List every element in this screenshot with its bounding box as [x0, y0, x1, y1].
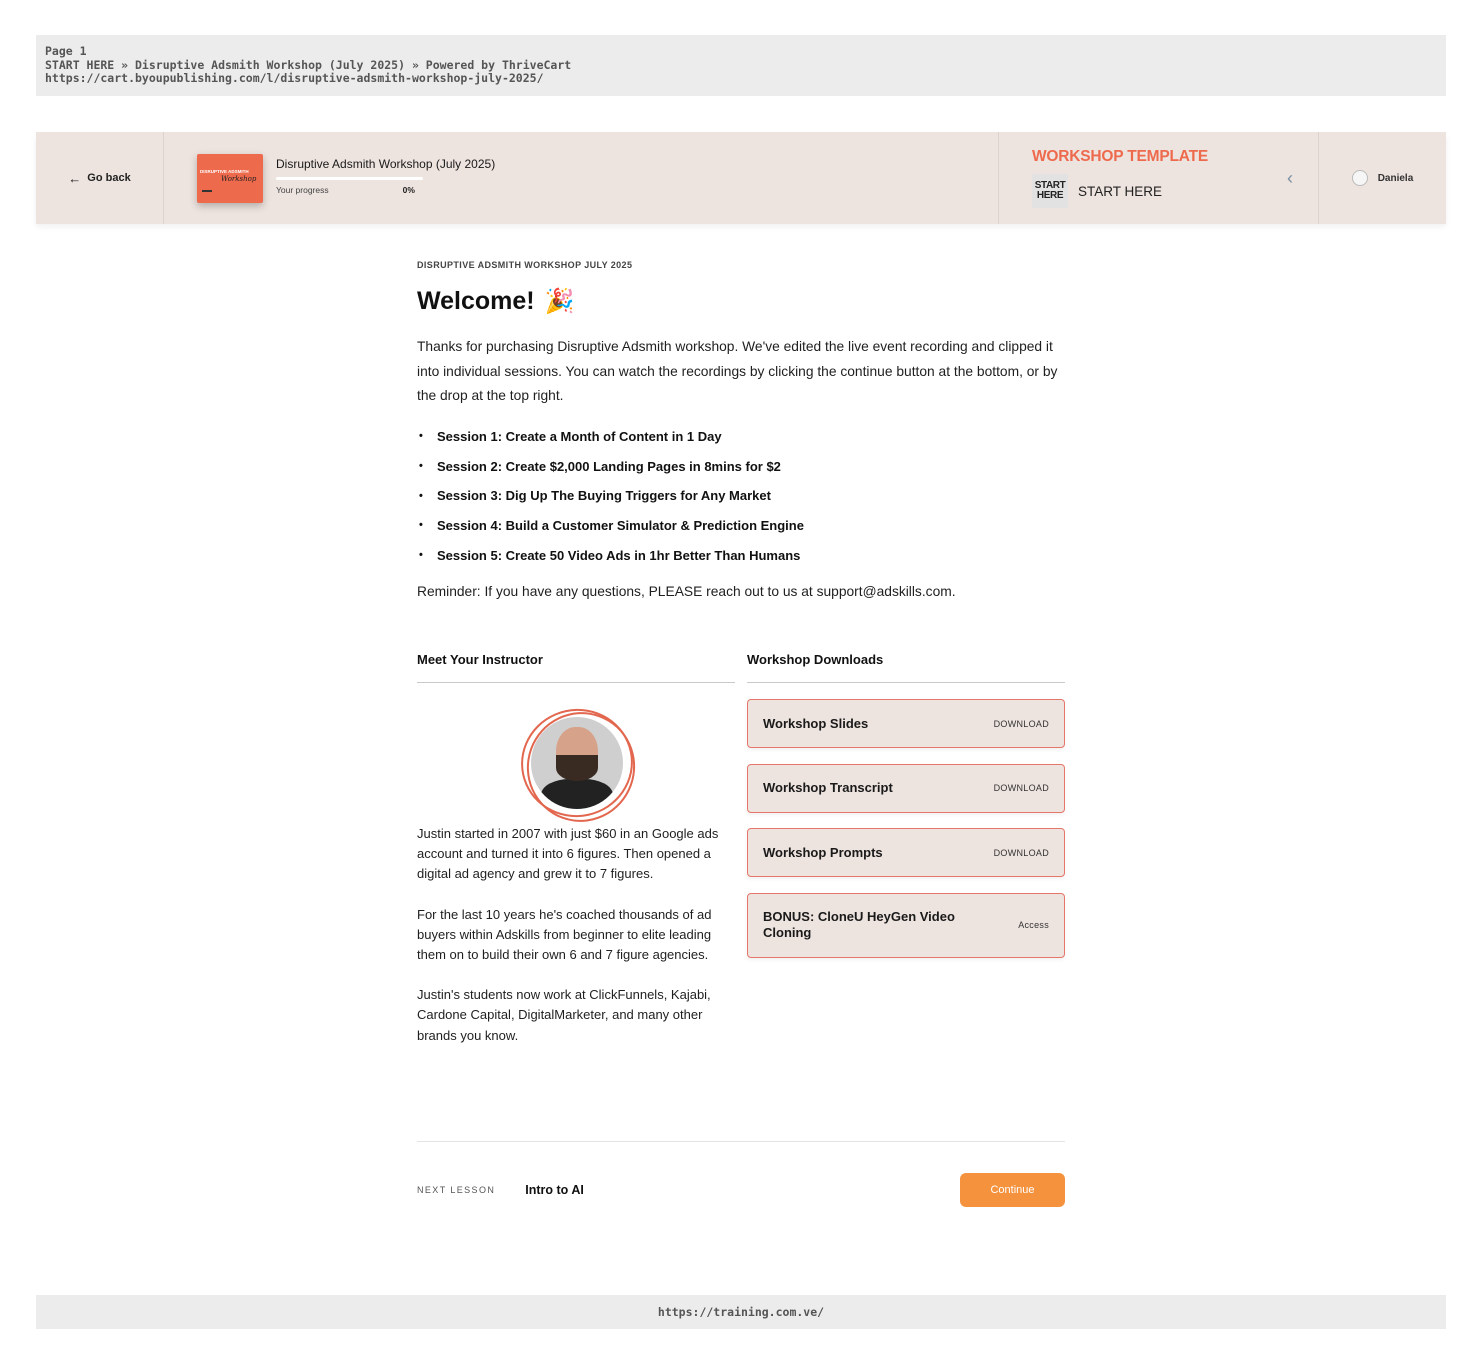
next-lesson-label: NEXT LESSON — [417, 1185, 496, 1195]
print-footer-url: https://training.com.ve/ — [657, 1305, 825, 1319]
chevron-left-icon[interactable]: ‹ — [1287, 168, 1293, 188]
scribble-ring — [511, 697, 650, 837]
next-lesson-bar — [417, 1173, 1065, 1207]
print-page-url: https://cart.byoupublishing.com/l/disruptive-adsmith-workshop-july-2025/ — [45, 71, 544, 85]
section-divider — [417, 1141, 1065, 1142]
session-list — [417, 422, 1065, 570]
print-page-number: Page 1 — [45, 44, 87, 58]
party-popper-icon: 🎉 — [544, 288, 575, 315]
bullet-icon: • — [419, 489, 423, 502]
print-footer — [36, 1295, 1446, 1329]
bio-paragraph: Justin's students now work at ClickFunnels, Kajabi, Cardone Capital, DigitalMarketer, and many other brands you know. — [417, 987, 711, 1043]
downloads-column — [747, 652, 1065, 1066]
progress-bar — [276, 177, 423, 180]
continue-button[interactable]: Continue — [960, 1173, 1065, 1207]
bullet-icon: • — [419, 519, 423, 532]
session-text: Session 5: Create 50 Video Ads in 1hr Better Than Humans — [437, 547, 801, 563]
download-prompts-button[interactable] — [747, 828, 1065, 877]
session-text: Session 3: Dig Up The Buying Triggers for Any Market — [437, 488, 771, 504]
info-columns — [417, 652, 1065, 1066]
download-title: Workshop Transcript — [763, 780, 893, 795]
course-thumbnail — [197, 154, 263, 203]
go-back-label: Go back — [87, 172, 131, 184]
course-topbar — [36, 132, 1446, 224]
thumbnail-line2: Workshop — [221, 174, 257, 183]
bullet-icon: • — [419, 460, 423, 473]
progress-label: Your progress — [276, 185, 329, 195]
start-here-icon-line1: START — [1034, 180, 1066, 191]
current-lesson — [1032, 174, 1318, 208]
bullet-icon: • — [419, 549, 423, 562]
downloads-heading: Workshop Downloads — [747, 652, 1065, 683]
instructor-column — [417, 652, 735, 1066]
instructor-photo — [519, 709, 639, 824]
bullet-icon: • — [419, 430, 423, 443]
welcome-heading: Welcome! — [417, 287, 535, 315]
bio-paragraph: For the last 10 years he's coached thousands of ad buyers within Adskills from beginner to elite leading them on to build their own 6 and 7 figure agencies. — [417, 906, 712, 963]
list-item — [417, 540, 1065, 570]
download-slides-button[interactable] — [747, 699, 1065, 748]
list-item — [417, 422, 1065, 452]
avatar — [1352, 170, 1368, 186]
print-page-title: START HERE » Disruptive Adsmith Workshop (July 2025) » Powered by ThriveCart — [45, 57, 572, 72]
list-item — [417, 481, 1065, 511]
course-info — [276, 157, 496, 195]
current-lesson-label: START HERE — [1078, 183, 1163, 199]
download-action: Access — [1018, 920, 1049, 930]
download-title: BONUS: CloneU HeyGen Video Cloning — [763, 909, 955, 940]
go-back-button[interactable] — [36, 132, 164, 224]
progress-row — [276, 185, 495, 195]
bonus-access-button[interactable] — [747, 893, 1065, 958]
thumbnail-mark — [202, 190, 212, 192]
course-summary — [164, 132, 999, 224]
session-text: Session 4: Build a Customer Simulator & Prediction Engine — [437, 517, 804, 533]
instructor-heading: Meet Your Instructor — [417, 652, 735, 683]
lesson-section-title: WORKSHOP TEMPLATE — [1032, 148, 1209, 165]
bio-paragraph: Justin started in 2007 with just $60 in an Google ads account and turned it into 6 figures. Then opened a digital ad agency and grew it to 7 figures. — [417, 826, 719, 882]
next-lesson-title[interactable]: Intro to AI — [525, 1183, 584, 1197]
reminder-text: Reminder: If you have any questions, PLEASE reach out to us at support@adskills.com. — [417, 583, 956, 599]
user-name: Daniela — [1377, 172, 1414, 184]
list-item — [417, 451, 1065, 481]
intro-text: Thanks for purchasing Disruptive Adsmith workshop. We've edited the live event recording and clipped it into individual sessions. You can watch the recordings by clicking the continue button at the bottom, or by the drop at the top right. — [417, 339, 1058, 403]
lesson-dropdown[interactable] — [999, 132, 1319, 224]
session-text: Session 1: Create a Month of Content in 1 Day — [437, 428, 722, 444]
start-here-icon-line2: HERE — [1036, 190, 1064, 201]
page-title — [417, 287, 1065, 316]
course-title: Disruptive Adsmith Workshop (July 2025) — [276, 157, 496, 171]
instructor-bio — [417, 824, 735, 1046]
download-title: Workshop Slides — [763, 715, 869, 731]
start-here-icon — [1032, 174, 1068, 208]
session-text: Session 2: Create $2,000 Landing Pages in 8mins for $2 — [437, 458, 781, 474]
download-action: DOWNLOAD — [993, 783, 1049, 793]
list-item — [417, 511, 1065, 541]
download-action: DOWNLOAD — [993, 718, 1049, 729]
progress-value: 0% — [402, 185, 415, 195]
lesson-content — [417, 260, 1065, 1043]
download-action: DOWNLOAD — [993, 847, 1049, 858]
lesson-eyebrow: DISRUPTIVE ADSMITH WORKSHOP JULY 2025 — [417, 260, 633, 270]
user-menu[interactable] — [1319, 132, 1446, 224]
download-transcript-button[interactable] — [747, 764, 1065, 813]
downloads-list — [747, 699, 1065, 958]
print-header — [36, 35, 1446, 96]
thumbnail-line1: DISRUPTIVE ADSMITH — [200, 168, 249, 174]
download-title: Workshop Prompts — [763, 844, 883, 860]
arrow-left-icon: ← — [68, 170, 82, 186]
